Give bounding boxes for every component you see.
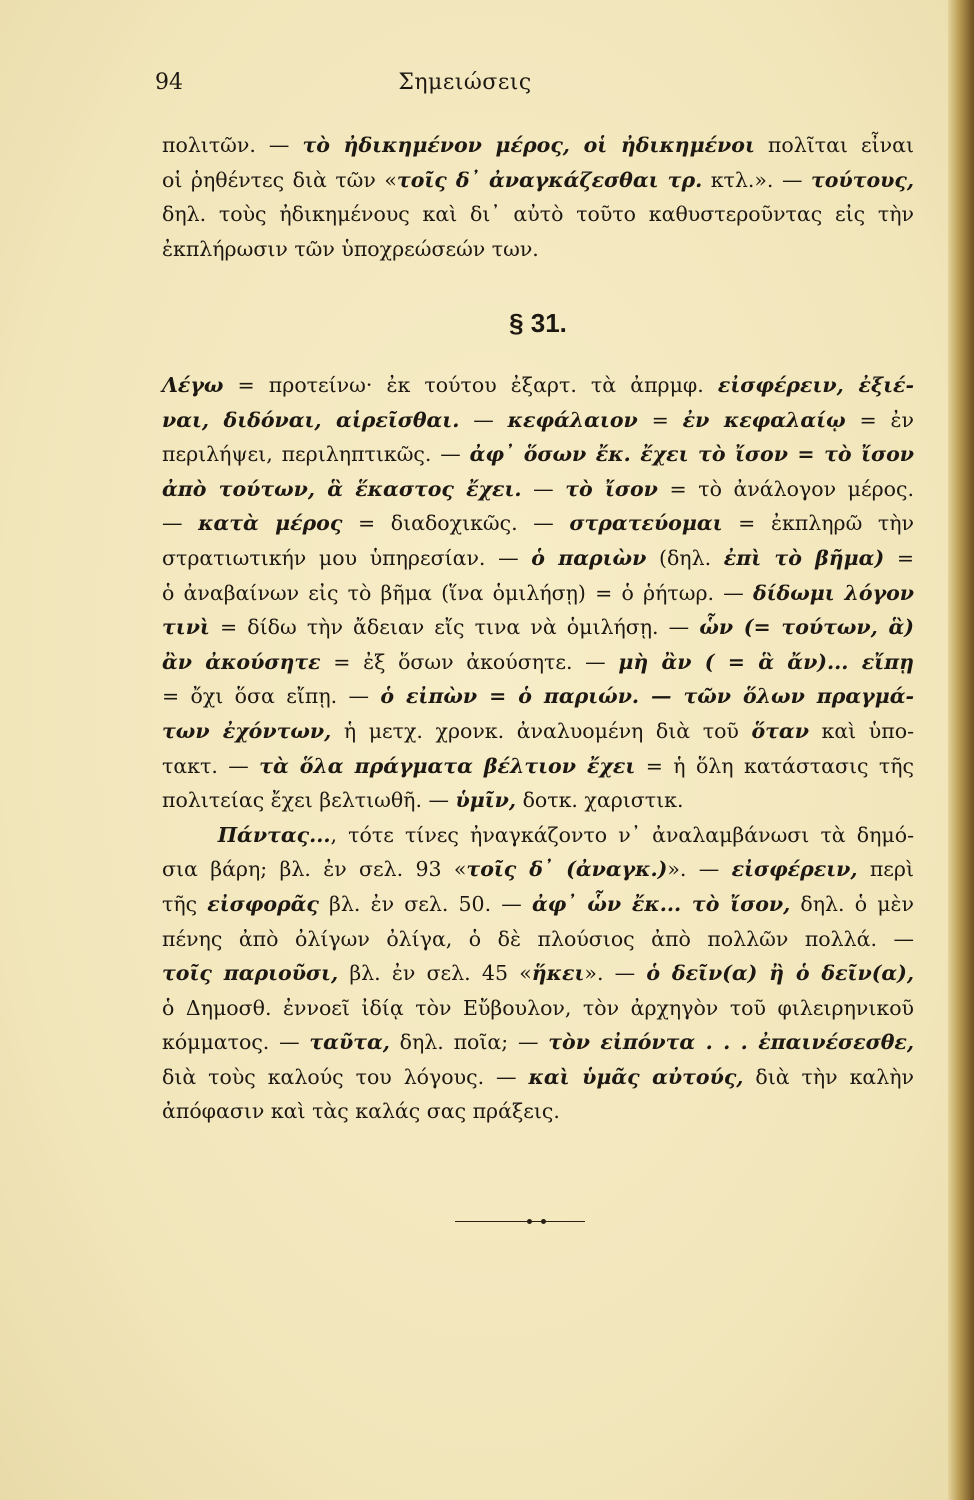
text-run: = τὸ ἀνάλογον μέρος.	[657, 476, 914, 501]
emphasized-term: ἀφ᾽ ὅσων ἔκ. ἔχει τὸ ἴσον = τὸ ἴσον	[469, 442, 915, 467]
text-run: περὶ	[857, 857, 915, 882]
text-line	[162, 232, 914, 267]
text-run: —	[162, 511, 199, 536]
emphasized-term: ἐν κεφαλαίῳ	[682, 407, 846, 432]
text-run: πολῖται εἶναι	[754, 133, 914, 157]
text-run: βλ. ἐν σελ. 50. —	[318, 891, 532, 916]
text-line	[162, 922, 914, 957]
text-run: ἀπόφασιν καὶ τὰς καλάς σας πράξεις.	[162, 1099, 560, 1124]
text-run: ». —	[584, 961, 647, 986]
text-run: διὰ τὴν καλὴν	[743, 1064, 914, 1089]
emphasized-term: τούτους,	[810, 167, 914, 192]
text-run: = διαδοχικῶς. —	[342, 511, 570, 536]
text-run: πολιτείας ἔχει βελτιωθῆ. —	[162, 788, 456, 813]
running-title: Σημειώσεις	[398, 70, 532, 95]
emphasized-term: τὸν εἰπόντα . . . ἐπαινέσεσθε,	[548, 1030, 915, 1055]
emphasized-term: ἐπὶ τὸ βῆμα)	[723, 545, 885, 570]
emphasized-term: τοῖς παριοῦσι,	[162, 961, 339, 986]
text-run: = ἐν	[845, 407, 914, 432]
text-line	[162, 472, 914, 507]
page-header	[155, 70, 925, 102]
emphasized-term: ὁ δεῖν(α) ἢ ὁ δεῖν(α),	[646, 961, 915, 986]
text-run: πολιτῶν. —	[162, 133, 303, 157]
emphasized-term: εἰσφέρειν, ἐξιέ-	[717, 373, 915, 397]
text-line	[162, 645, 914, 680]
page-number: 94	[155, 70, 183, 95]
emphasized-term: μὴ ἂν ( = ἃ ἄν)... εἴπῃ	[618, 649, 914, 674]
emphasized-term: τὸ ἠδικημένον μέρος, οἱ ἠδικημένοι	[302, 133, 755, 157]
text-run: δηλ. ποῖα; —	[389, 1030, 549, 1055]
text-run: =	[884, 545, 914, 570]
text-run: καὶ ὑπο-	[808, 718, 914, 743]
text-run: στρατιωτικήν μου ὑπηρεσίαν. —	[162, 545, 532, 570]
ornament-dot	[541, 1219, 546, 1224]
emphasized-term: Πάντας...	[217, 822, 331, 847]
text-line	[162, 887, 914, 922]
text-line	[162, 956, 914, 991]
emphasized-term: ναι, διδόναι, αἱρεῖσθαι.	[162, 407, 460, 432]
emphasized-term: ὅταν	[751, 718, 809, 743]
emphasized-term: τὸ ἴσον	[565, 476, 658, 501]
text-run: = ἐξ ὅσων ἀκούσητε. —	[320, 649, 619, 674]
text-run: —	[521, 476, 566, 501]
section-heading: § 31.	[509, 308, 567, 338]
emphasized-term: ὁ παριὼν	[531, 545, 647, 570]
emphasized-term: κεφάλαιον	[507, 407, 638, 432]
text-run: βλ. ἐν σελ. 45 «	[338, 961, 532, 986]
emphasized-term: ἂν ἀκούσητε	[162, 649, 321, 674]
emphasized-term: ἀπὸ τούτων, ἃ ἕκαστος ἔχει.	[162, 476, 522, 501]
text-run: ». —	[667, 857, 732, 882]
ornament-dot	[527, 1219, 532, 1224]
emphasized-term: ταῦτα,	[309, 1030, 390, 1055]
text-line	[162, 714, 914, 749]
emphasized-term: κατὰ μέρος	[198, 511, 343, 536]
text-run: οἱ ῥηθέντες διὰ τῶν «	[162, 167, 397, 192]
text-run: = ἡ ὅλη κατάστασις τῆς	[635, 753, 915, 778]
text-run: , τότε τίνες ἠναγκάζοντο ν᾽ ἀναλαμβάνωσι τὰ δημό-	[330, 822, 914, 847]
text-run: (δηλ.	[646, 545, 724, 570]
text-run: περιλήψει, περιληπτικῶς. —	[162, 442, 470, 467]
text-run: πένης ἀπὸ ὀλίγων ὀλίγα, ὁ δὲ πλούσιος ἀπὸ πολλῶν πολλά. —	[162, 926, 914, 951]
text-run: τῆς	[162, 891, 208, 916]
text-run: —	[459, 407, 508, 432]
paragraph-one	[162, 128, 914, 266]
text-line	[162, 368, 914, 403]
text-line	[162, 437, 914, 472]
text-run: δοτκ. χαριστικ.	[516, 788, 684, 813]
text-line	[162, 679, 914, 714]
text-line	[162, 818, 914, 853]
page-binding-edge	[948, 0, 974, 1500]
text-run: ἐκπλήρωσιν τῶν ὑποχρεώσεών των.	[162, 236, 539, 261]
text-run: ὁ Δημοσθ. ἐννοεῖ ἰδίᾳ τὸν Εὔβουλον, τὸν ἀρχηγὸν τοῦ φιλειρηνικοῦ	[162, 995, 914, 1020]
emphasized-term: ὑμῖν,	[455, 788, 517, 813]
text-line	[162, 610, 914, 645]
text-run: ὁ ἀναβαίνων εἰς τὸ βῆμα (ἵνα ὁμιλήσῃ) = ὁ ῥήτωρ. —	[162, 580, 753, 605]
emphasized-term: ὧν (= τούτων, ἃ)	[699, 615, 914, 640]
emphasized-term: καὶ ὑμᾶς αὐτούς,	[528, 1064, 744, 1089]
text-run: κόμματος. —	[162, 1030, 310, 1055]
paragraph-two	[162, 368, 914, 1129]
text-run: =	[637, 407, 683, 432]
text-run: = δίδω τὴν ἄδειαν εἴς τινα νὰ ὁμιλήσῃ. —	[209, 615, 700, 640]
emphasized-term: ἥκει	[531, 961, 585, 986]
text-line	[162, 991, 914, 1026]
text-run: δηλ. ὁ μὲν	[790, 891, 915, 916]
text-run: ἡ μετχ. χρονκ. ἀναλυομένη διὰ τοῦ	[331, 718, 752, 743]
text-line	[162, 128, 914, 163]
emphasized-term: δίδωμι λόγον	[752, 580, 914, 605]
text-line	[162, 1025, 914, 1060]
emphasized-term: των ἐχόντων,	[162, 718, 332, 743]
ornament-rule	[455, 1221, 585, 1222]
emphasized-term: εἰσφέρειν,	[731, 857, 858, 882]
text-line	[162, 403, 914, 438]
emphasized-term: ὁ εἰπὼν = ὁ παριών. — τῶν ὅλων πραγμά-	[380, 684, 914, 709]
emphasized-term: ἀφ᾽ ὧν ἔκ... τὸ ἴσον,	[531, 891, 791, 916]
text-line	[162, 852, 914, 887]
text-run: τακτ. —	[162, 753, 260, 778]
text-line	[162, 197, 914, 232]
text-run: διὰ τοὺς καλούς του λόγους. —	[162, 1064, 529, 1089]
text-line	[162, 1094, 914, 1129]
text-run: = ὄχι ὅσα εἴπῃ. —	[162, 684, 381, 709]
text-run: δηλ. τοὺς ἠδικημένους καὶ δι᾽ αὐτὸ τοῦτο καθυστεροῦντας εἰς τὴν	[162, 202, 914, 227]
text-run	[162, 823, 218, 847]
emphasized-term: τὰ ὅλα πράγματα βέλτιον ἔχει	[259, 753, 636, 778]
emphasized-term: τοῖς δ᾽ (ἀναγκ.)	[466, 857, 668, 882]
emphasized-term: τοῖς δ᾽ ἀναγκάζεσθαι τρ.	[396, 167, 703, 192]
text-run: = προτείνω· ἐκ τούτου ἐξαρτ. τὰ ἀπρμφ.	[223, 373, 718, 397]
end-ornament	[455, 1216, 585, 1228]
text-run: σια βάρη; βλ. ἐν σελ. 93 «	[162, 857, 467, 882]
emphasized-term: εἰσφορᾶς	[207, 891, 319, 916]
text-line	[162, 783, 914, 818]
emphasized-term: τινὶ	[162, 615, 210, 640]
emphasized-term: στρατεύομαι	[569, 511, 723, 536]
text-line	[162, 576, 914, 611]
text-run: κτλ.». —	[702, 167, 811, 192]
text-line	[162, 1060, 914, 1095]
text-line	[162, 163, 914, 198]
text-line	[162, 749, 914, 784]
text-line	[162, 541, 914, 576]
text-run: = ἐκπληρῶ τὴν	[722, 511, 914, 536]
emphasized-term: Λέγω	[162, 373, 224, 397]
text-line	[162, 506, 914, 541]
